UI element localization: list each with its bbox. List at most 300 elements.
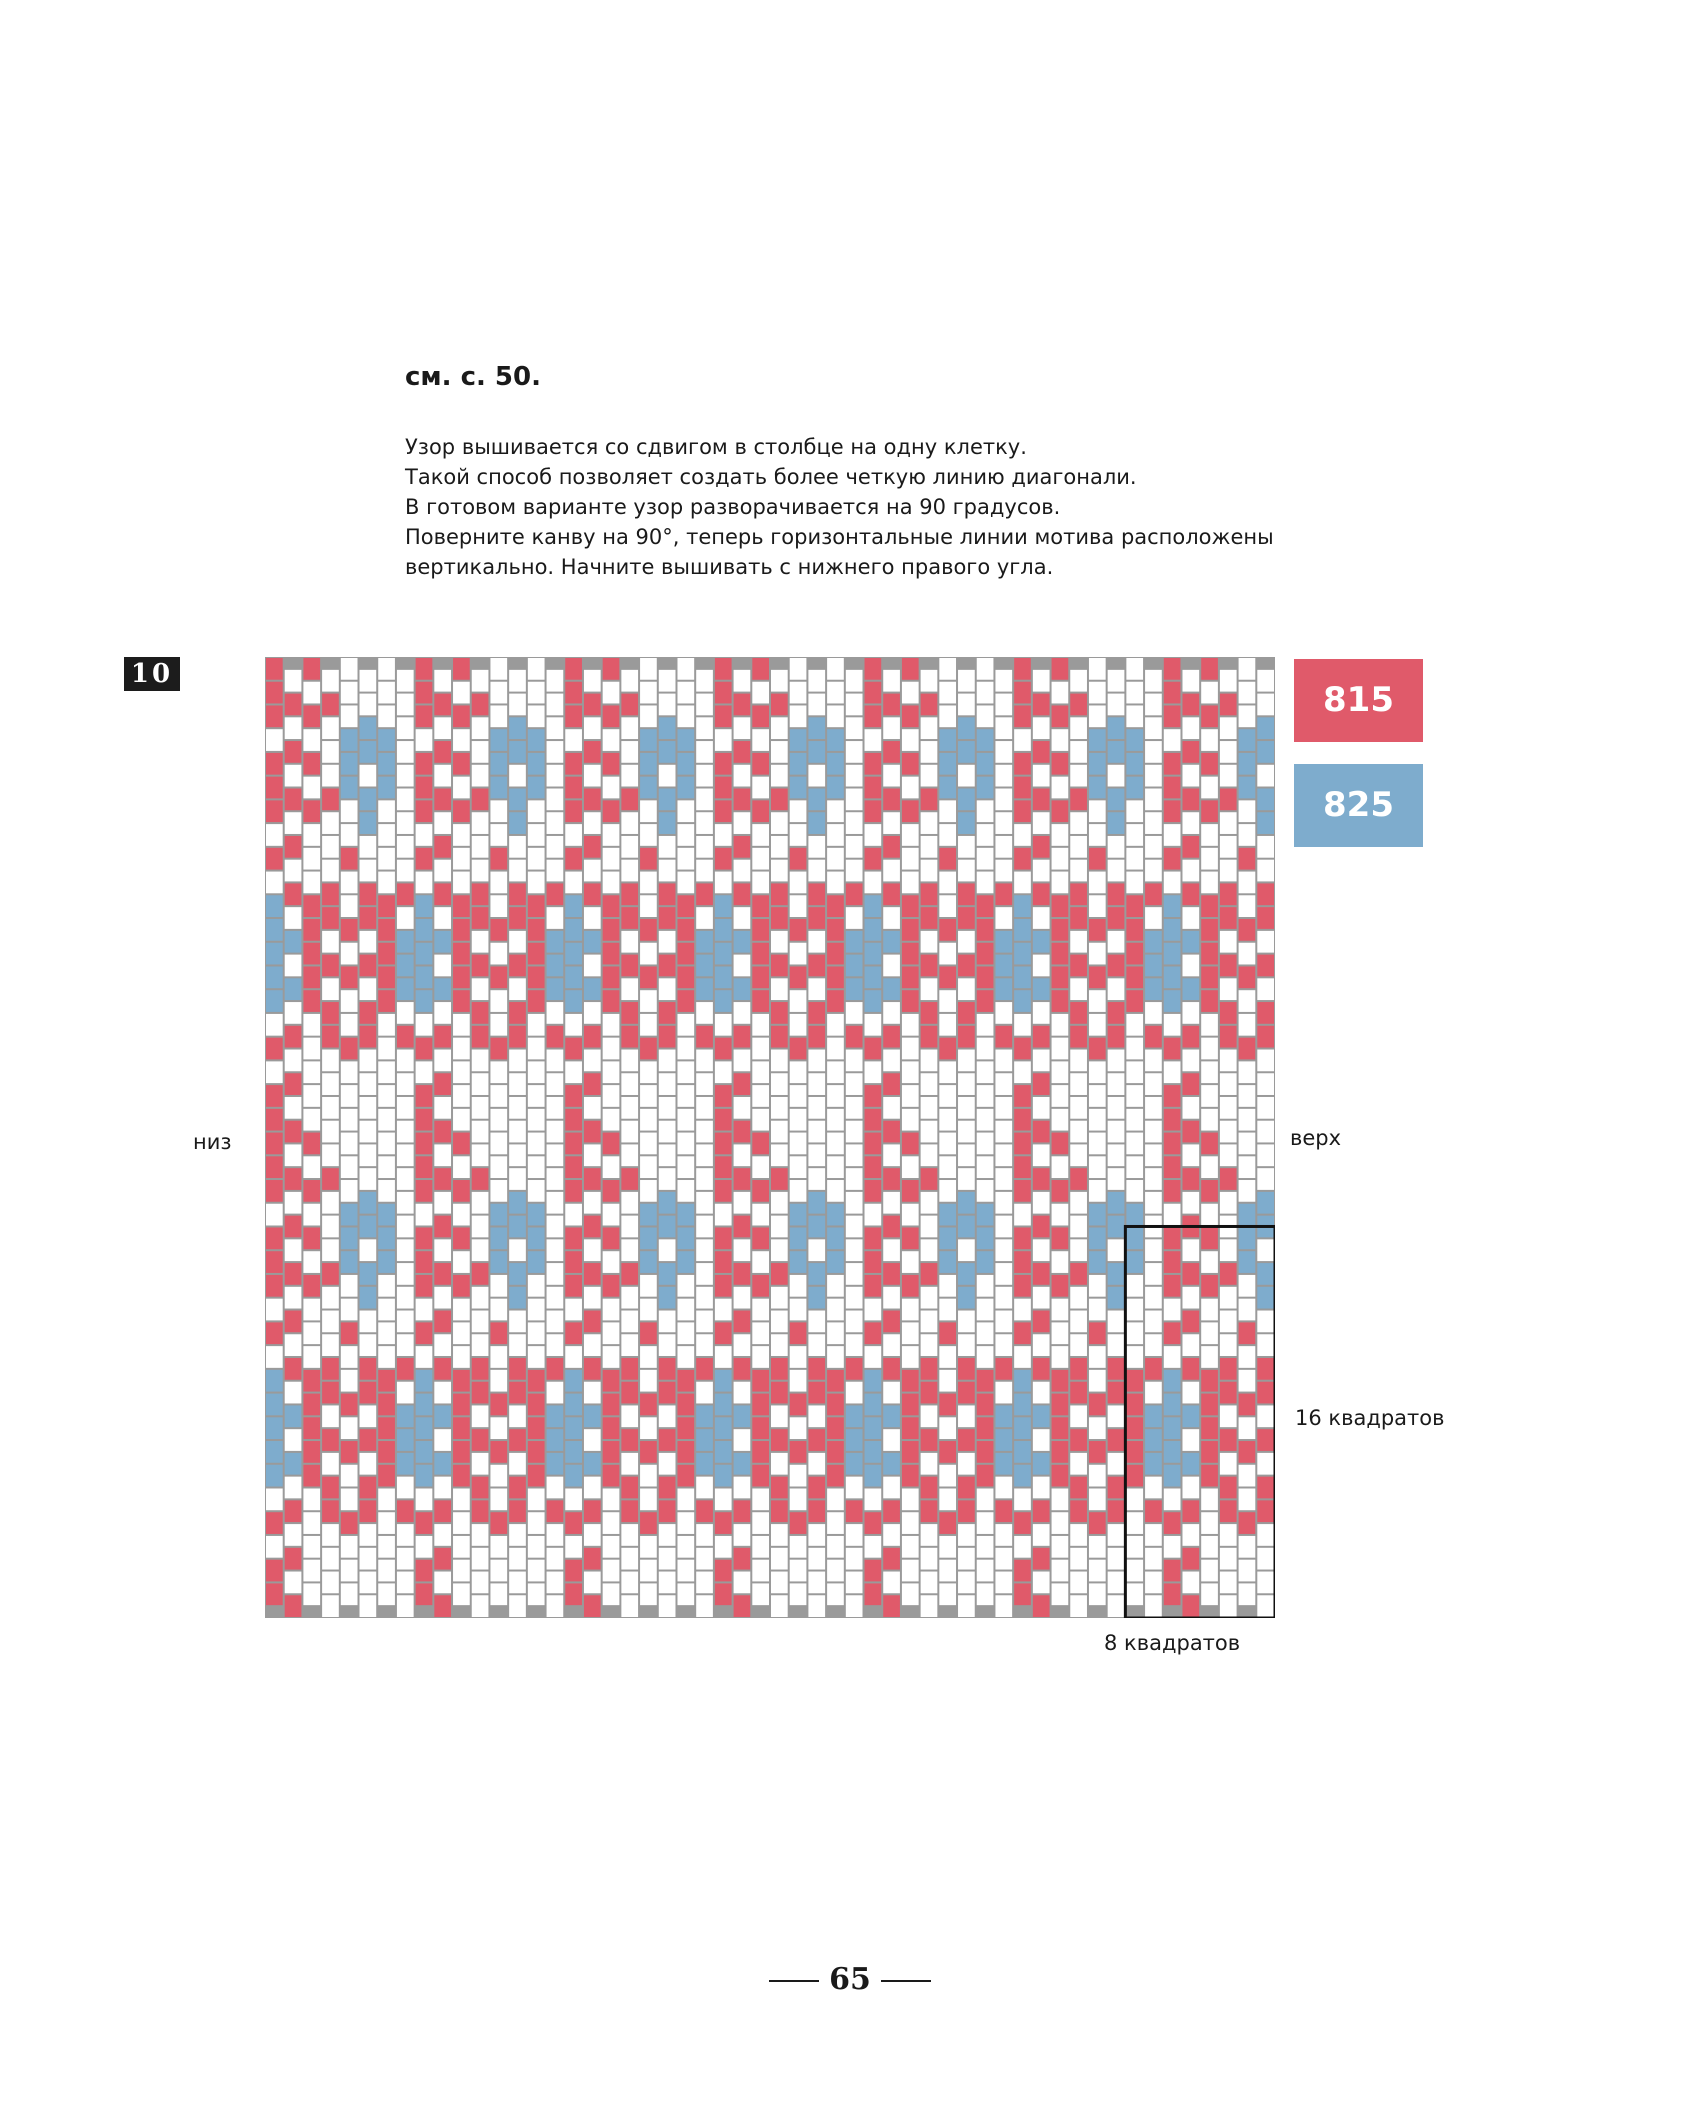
stitch-cell	[1070, 1216, 1087, 1238]
stitch-cell	[827, 800, 844, 822]
stitch-cell	[603, 1488, 620, 1510]
stitch-cell	[621, 1050, 638, 1072]
stitch-cell	[360, 883, 377, 905]
instruction-line: В готовом варианте узор разворачивается на 90 градусов.	[405, 495, 1061, 519]
stitch-cell	[1089, 943, 1106, 965]
stitch-cell	[565, 1346, 582, 1368]
stitch-cell	[1126, 1061, 1143, 1083]
stitch-cell	[715, 1488, 732, 1510]
stitch-cell	[939, 1133, 956, 1155]
stitch-cell	[827, 705, 844, 727]
stitch-cell	[434, 1192, 451, 1214]
stitch-cell	[659, 1216, 676, 1238]
stitch-cell	[734, 1595, 751, 1617]
stitch-cell	[341, 1156, 358, 1178]
stitch-cell	[490, 943, 507, 965]
stitch-cell	[472, 717, 489, 739]
stitch-cell	[902, 705, 919, 727]
stitch-cell	[1089, 1465, 1106, 1487]
stitch-cell	[490, 1038, 507, 1060]
stitch-cell	[1182, 1334, 1199, 1356]
stitch-cell	[1070, 1572, 1087, 1594]
stitch-cell	[1014, 1133, 1031, 1155]
stitch-cell	[1220, 1192, 1237, 1214]
stitch-cell	[547, 1239, 564, 1261]
stitch-cell	[1014, 1180, 1031, 1202]
stitch-cell	[790, 1133, 807, 1155]
stitch-cell	[827, 990, 844, 1012]
stitch-cell	[715, 800, 732, 822]
stitch-cell	[547, 789, 564, 811]
stitch-cell	[696, 1192, 713, 1214]
stitch-cell	[939, 1512, 956, 1534]
stitch-cell	[902, 800, 919, 822]
stitch-cell	[360, 1548, 377, 1570]
stitch-cell	[416, 1180, 433, 1202]
stitch-cell	[715, 1204, 732, 1226]
stitch-cell	[1145, 883, 1162, 905]
stitch-cell	[621, 1334, 638, 1356]
stitch-cell	[790, 1536, 807, 1558]
stitch-cell	[1257, 955, 1274, 977]
stitch-cell	[266, 1061, 283, 1083]
stitch-cell	[1033, 1358, 1050, 1380]
stitch-cell	[509, 765, 526, 787]
stitch-cell	[547, 1595, 564, 1617]
stitch-cell	[303, 1370, 320, 1392]
stitch-cell	[995, 1477, 1012, 1499]
stitch-cell	[1108, 1050, 1125, 1072]
stitch-cell	[752, 1299, 769, 1321]
stitch-cell	[640, 1441, 657, 1463]
stitch-cell	[360, 789, 377, 811]
stitch-cell	[285, 1477, 302, 1499]
stitch-cell	[1089, 1061, 1106, 1083]
stitch-cell	[1052, 1014, 1069, 1036]
stitch-cell	[1257, 1524, 1274, 1546]
stitch-cell	[921, 1405, 938, 1427]
stitch-cell	[397, 765, 414, 787]
stitch-cell	[734, 1311, 751, 1333]
stitch-cell	[1070, 1334, 1087, 1356]
stitch-cell	[1182, 741, 1199, 763]
stitch-cell	[285, 1002, 302, 1024]
stitch-cell	[434, 1216, 451, 1238]
stitch-cell	[696, 1334, 713, 1356]
stitch-cell	[266, 705, 283, 727]
stitch-cell	[472, 1500, 489, 1522]
stitch-cell	[397, 717, 414, 739]
stitch-cell	[360, 1168, 377, 1190]
stitch-cell	[995, 741, 1012, 763]
stitch-cell	[696, 1524, 713, 1546]
stitch-cell	[1220, 1168, 1237, 1190]
stitch-cell	[1257, 1429, 1274, 1451]
stitch-cell	[266, 1441, 283, 1463]
stitch-cell	[621, 978, 638, 1000]
stitch-cell	[453, 1204, 470, 1226]
stitch-cell	[752, 1512, 769, 1534]
stitch-cell	[865, 848, 882, 870]
stitch-cell	[752, 1180, 769, 1202]
stitch-cell	[397, 1429, 414, 1451]
stitch-cell	[921, 1121, 938, 1143]
stitch-cell	[453, 919, 470, 941]
stitch-cell	[397, 1097, 414, 1119]
stitch-cell	[1014, 1346, 1031, 1368]
stitch-cell	[1014, 1275, 1031, 1297]
stitch-cell	[621, 1287, 638, 1309]
stitch-cell	[715, 1156, 732, 1178]
stitch-cell	[322, 1263, 339, 1285]
stitch-cell	[1201, 1251, 1218, 1273]
bottom-side-label: низ	[193, 1130, 232, 1154]
stitch-cell	[1052, 1322, 1069, 1344]
stitch-cell	[995, 907, 1012, 929]
stitch-cell	[640, 895, 657, 917]
stitch-cell	[902, 1109, 919, 1131]
stitch-cell	[528, 1038, 545, 1060]
stitch-cell	[1239, 1512, 1256, 1534]
stitch-cell	[509, 1121, 526, 1143]
stitch-cell	[341, 729, 358, 751]
stitch-cell	[808, 1334, 825, 1356]
stitch-cell	[266, 1275, 283, 1297]
stitch-cell	[1033, 907, 1050, 929]
stitch-cell	[472, 1026, 489, 1048]
stitch-cell	[715, 1417, 732, 1439]
stitch-cell	[322, 1216, 339, 1238]
stitch-cell	[939, 943, 956, 965]
stitch-cell	[490, 800, 507, 822]
stitch-cell	[771, 789, 788, 811]
stitch-cell	[1108, 1477, 1125, 1499]
stitch-cell	[303, 1512, 320, 1534]
stitch-cell	[434, 1548, 451, 1570]
stitch-cell	[1164, 1583, 1181, 1605]
stitch-cell	[621, 1524, 638, 1546]
stitch-cell	[921, 1026, 938, 1048]
stitch-cell	[995, 1073, 1012, 1095]
stitch-cell	[1164, 848, 1181, 870]
stitch-cell	[285, 717, 302, 739]
stitch-cell	[1145, 1382, 1162, 1404]
instruction-line: Поверните канву на 90°, теперь горизонтальные линии мотива расположены	[405, 525, 1274, 549]
stitch-cell	[416, 1560, 433, 1582]
stitch-cell	[360, 670, 377, 692]
stitch-cell	[1108, 836, 1125, 858]
stitch-cell	[1182, 955, 1199, 977]
stitch-cell	[921, 1311, 938, 1333]
stitch-cell	[659, 1121, 676, 1143]
stitch-cell	[490, 682, 507, 704]
stitch-cell	[603, 1038, 620, 1060]
stitch-cell	[1220, 1500, 1237, 1522]
stitch-cell	[883, 1002, 900, 1024]
stitch-cell	[677, 800, 694, 822]
stitch-cell	[1182, 1263, 1199, 1285]
stitch-cell	[677, 1109, 694, 1131]
stitch-cell	[1126, 1180, 1143, 1202]
stitch-cell	[1014, 1512, 1031, 1534]
stitch-cell	[547, 1192, 564, 1214]
stitch-cell	[1220, 765, 1237, 787]
stitch-cell	[939, 1109, 956, 1131]
stitch-cell	[266, 1465, 283, 1487]
stitch-cell	[1164, 658, 1181, 680]
stitch-cell	[621, 789, 638, 811]
stitch-cell	[1239, 1133, 1256, 1155]
stitch-cell	[266, 1085, 283, 1107]
stitch-cell	[1220, 836, 1237, 858]
stitch-cell	[883, 907, 900, 929]
stitch-cell	[1257, 1263, 1274, 1285]
stitch-cell	[958, 1263, 975, 1285]
stitch-cell	[1220, 1263, 1237, 1285]
stitch-cell	[1033, 1263, 1050, 1285]
stitch-cell	[1182, 1572, 1199, 1594]
stitch-cell	[1145, 955, 1162, 977]
stitch-cell	[547, 1026, 564, 1048]
stitch-cell	[902, 1227, 919, 1249]
stitch-cell	[677, 1085, 694, 1107]
stitch-cell	[1145, 1002, 1162, 1024]
stitch-cell	[921, 931, 938, 953]
stitch-cell	[1126, 966, 1143, 988]
stitch-cell	[1033, 1026, 1050, 1048]
stitch-cell	[1089, 1275, 1106, 1297]
stitch-cell	[752, 895, 769, 917]
stitch-cell	[883, 1216, 900, 1238]
stitch-cell	[322, 694, 339, 716]
stitch-cell	[865, 1109, 882, 1131]
stitch-cell	[808, 1595, 825, 1617]
stitch-cell	[621, 1026, 638, 1048]
stitch-cell	[977, 682, 994, 704]
stitch-cell	[958, 1453, 975, 1475]
stitch-cell	[1126, 705, 1143, 727]
stitch-cell	[1257, 1500, 1274, 1522]
stitch-cell	[752, 848, 769, 870]
stitch-cell	[528, 1061, 545, 1083]
stitch-cell	[434, 1097, 451, 1119]
stitch-cell	[771, 765, 788, 787]
stitch-cell	[472, 1477, 489, 1499]
stitch-cell	[790, 1014, 807, 1036]
stitch-cell	[434, 907, 451, 929]
stitch-cell	[846, 883, 863, 905]
stitch-cell	[1145, 717, 1162, 739]
stitch-cell	[827, 1085, 844, 1107]
stitch-cell	[285, 789, 302, 811]
stitch-cell	[285, 1382, 302, 1404]
stitch-cell	[565, 1370, 582, 1392]
stitch-cell	[621, 836, 638, 858]
stitch-cell	[1126, 919, 1143, 941]
stitch-cell	[1070, 1263, 1087, 1285]
stitch-cell	[1239, 1014, 1256, 1036]
stitch-cell	[677, 895, 694, 917]
stitch-cell	[771, 1168, 788, 1190]
stitch-cell	[865, 1275, 882, 1297]
stitch-cell	[1257, 1405, 1274, 1427]
stitch-cell	[677, 658, 694, 680]
stitch-cell	[865, 1251, 882, 1273]
stitch-cell	[378, 1204, 395, 1226]
stitch-cell	[434, 1572, 451, 1594]
stitch-cell	[603, 1156, 620, 1178]
stitch-cell	[472, 765, 489, 787]
stitch-cell	[1182, 1311, 1199, 1333]
stitch-cell	[827, 872, 844, 894]
stitch-cell	[434, 1500, 451, 1522]
stitch-cell	[995, 955, 1012, 977]
stitch-cell	[1108, 1453, 1125, 1475]
stitch-cell	[1126, 1536, 1143, 1558]
stitch-cell	[1014, 919, 1031, 941]
stitch-cell	[360, 1358, 377, 1380]
stitch-cell	[640, 729, 657, 751]
stitch-cell	[603, 848, 620, 870]
stitch-cell	[1052, 1370, 1069, 1392]
stitch-cell	[902, 895, 919, 917]
stitch-cell	[921, 694, 938, 716]
stitch-cell	[378, 966, 395, 988]
stitch-cell	[958, 1500, 975, 1522]
stitch-cell	[1033, 1002, 1050, 1024]
stitch-cell	[958, 1382, 975, 1404]
stitch-cell	[1220, 1287, 1237, 1309]
stitch-cell	[1145, 1477, 1162, 1499]
stitch-cell	[303, 1014, 320, 1036]
stitch-cell	[528, 1346, 545, 1368]
stitch-cell	[1201, 1061, 1218, 1083]
stitch-cell	[509, 1595, 526, 1617]
stitch-cell	[846, 860, 863, 882]
stitch-cell	[734, 931, 751, 953]
stitch-cell	[827, 1441, 844, 1463]
stitch-cell	[303, 1275, 320, 1297]
stitch-cell	[771, 1405, 788, 1427]
stitch-cell	[902, 848, 919, 870]
stitch-cell	[378, 777, 395, 799]
stitch-cell	[1033, 1050, 1050, 1072]
stitch-cell	[1052, 872, 1069, 894]
stitch-cell	[490, 1441, 507, 1463]
stitch-cell	[322, 670, 339, 692]
stitch-cell	[1201, 1085, 1218, 1107]
stitch-cell	[808, 931, 825, 953]
stitch-cell	[790, 1465, 807, 1487]
stitch-cell	[771, 1263, 788, 1285]
stitch-cell	[303, 1156, 320, 1178]
stitch-cell	[453, 966, 470, 988]
stitch-cell	[1257, 1311, 1274, 1333]
stitch-cell	[808, 1121, 825, 1143]
stitch-cell	[1257, 1358, 1274, 1380]
stitch-cell	[715, 1085, 732, 1107]
stitch-cell	[640, 1536, 657, 1558]
stitch-cell	[1033, 1097, 1050, 1119]
stitch-cell	[696, 1239, 713, 1261]
stitch-cell	[715, 1061, 732, 1083]
stitch-cell	[827, 1156, 844, 1178]
stitch-cell	[734, 955, 751, 977]
stitch-cell	[640, 966, 657, 988]
stitch-cell	[659, 955, 676, 977]
stitch-cell	[995, 1405, 1012, 1427]
stitch-cell	[1014, 1417, 1031, 1439]
stitch-cell	[378, 800, 395, 822]
stitch-cell	[565, 1133, 582, 1155]
stitch-cell	[378, 1370, 395, 1392]
stitch-cell	[1257, 1073, 1274, 1095]
stitch-cell	[883, 1121, 900, 1143]
stitch-cell	[397, 1453, 414, 1475]
stitch-cell	[1033, 1334, 1050, 1356]
stitch-cell	[584, 670, 601, 692]
stitch-cell	[1052, 1156, 1069, 1178]
stitch-cell	[734, 1287, 751, 1309]
stitch-cell	[958, 717, 975, 739]
stitch-cell	[677, 1512, 694, 1534]
stitch-cell	[696, 1002, 713, 1024]
stitch-cell	[902, 1275, 919, 1297]
stitch-cell	[472, 670, 489, 692]
stitch-cell	[1182, 1287, 1199, 1309]
stitch-cell	[1033, 1311, 1050, 1333]
stitch-cell	[1182, 717, 1199, 739]
stitch-cell	[921, 1548, 938, 1570]
stitch-cell	[1089, 658, 1106, 680]
stitch-cell	[827, 824, 844, 846]
stitch-cell	[1052, 1512, 1069, 1534]
stitch-cell	[902, 777, 919, 799]
stitch-cell	[1089, 966, 1106, 988]
stitch-cell	[303, 1536, 320, 1558]
stitch-cell	[397, 1026, 414, 1048]
stitch-cell	[1145, 1050, 1162, 1072]
stitch-cell	[659, 670, 676, 692]
stitch-cell	[883, 1572, 900, 1594]
stitch-cell	[734, 765, 751, 787]
stitch-cell	[603, 1227, 620, 1249]
stitch-cell	[659, 1239, 676, 1261]
stitch-cell	[1014, 753, 1031, 775]
stitch-cell	[584, 1287, 601, 1309]
stitch-cell	[285, 1572, 302, 1594]
stitch-cell	[1070, 812, 1087, 834]
stitch-cell	[266, 1038, 283, 1060]
stitch-cell	[827, 943, 844, 965]
stitch-cell	[640, 777, 657, 799]
stitch-cell	[603, 1560, 620, 1582]
stitch-cell	[565, 1322, 582, 1344]
stitch-cell	[603, 1465, 620, 1487]
stitch-cell	[490, 1227, 507, 1249]
stitch-cell	[1220, 1026, 1237, 1048]
stitch-cell	[883, 1026, 900, 1048]
stitch-cell	[416, 1370, 433, 1392]
stitch-cell	[360, 931, 377, 953]
stitch-cell	[472, 1073, 489, 1095]
stitch-cell	[1108, 1192, 1125, 1214]
stitch-cell	[1164, 1156, 1181, 1178]
stitch-cell	[621, 1263, 638, 1285]
stitch-cell	[584, 907, 601, 929]
stitch-cell	[865, 872, 882, 894]
stitch-cell	[958, 741, 975, 763]
